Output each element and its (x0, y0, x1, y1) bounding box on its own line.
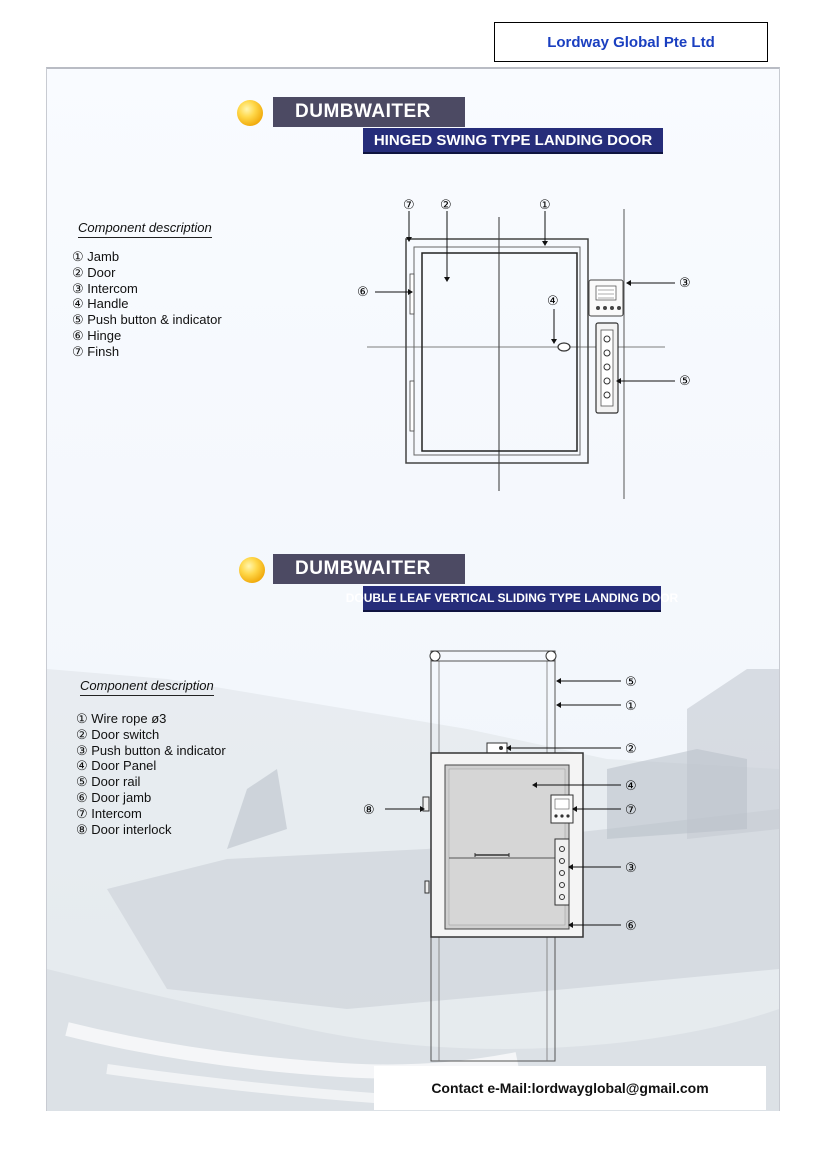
list-item: ④ Door Panel (76, 758, 157, 774)
company-name: Lordway Global Pte Ltd (547, 33, 715, 51)
callout-label: ② (625, 742, 637, 757)
section2-title: DUMBWAITER (273, 554, 465, 584)
callout-label: ④ (625, 779, 637, 794)
section2-subtitle: DOUBLE LEAF VERTICAL SLIDING TYPE LANDING DOOR (363, 586, 661, 612)
callout-label: ⑤ (679, 374, 691, 389)
callout-label: ⑦ (403, 198, 415, 213)
list-item: ⑦ Intercom (76, 805, 142, 821)
list-item: ② Door (72, 264, 116, 280)
list-item: ⑥ Hinge (72, 327, 122, 343)
callout-label: ⑤ (625, 675, 637, 690)
list-item: ⑧ Door interlock (76, 821, 172, 837)
list-item: ⑤ Push button & indicator (72, 312, 222, 328)
brochure-sheet (46, 67, 780, 1111)
callout-label: ③ (679, 276, 691, 291)
list-item: ② Door switch (76, 726, 160, 742)
vertical-sliding-door-drawing (47, 69, 779, 1111)
list-item: ⑤ Door rail (76, 774, 141, 790)
section1-title: DUMBWAITER (273, 97, 465, 127)
callout-label: ③ (625, 861, 637, 876)
contact-email-box (374, 1066, 766, 1110)
callout-label: ② (440, 198, 452, 213)
section1-subtitle: HINGED SWING TYPE LANDING DOOR (363, 128, 663, 154)
callout-label: ① (625, 699, 637, 714)
callout-label: ⑥ (357, 285, 369, 300)
list-item: ③ Push button & indicator (76, 742, 226, 758)
section2-legend-title: Component description (80, 678, 214, 696)
callout-label: ④ (547, 294, 559, 309)
section1-legend-title: Component description (78, 220, 212, 238)
list-item: ③ Intercom (72, 280, 138, 296)
list-item: ④ Handle (72, 296, 129, 312)
list-item: ① Wire rope ø3 (76, 711, 167, 726)
callout-label: ① (539, 198, 551, 213)
list-item: ⑥ Door jamb (76, 789, 152, 805)
contact-email: Contact e-Mail:lordwayglobal@gmail.com (431, 1080, 709, 1096)
company-name-box (494, 22, 768, 62)
list-item: ① Jamb (72, 249, 120, 264)
callout-label: ⑦ (625, 803, 637, 818)
list-item: ⑦ Finsh (72, 343, 120, 359)
callout-label: ⑥ (625, 919, 637, 934)
callout-label: ⑧ (363, 803, 375, 818)
